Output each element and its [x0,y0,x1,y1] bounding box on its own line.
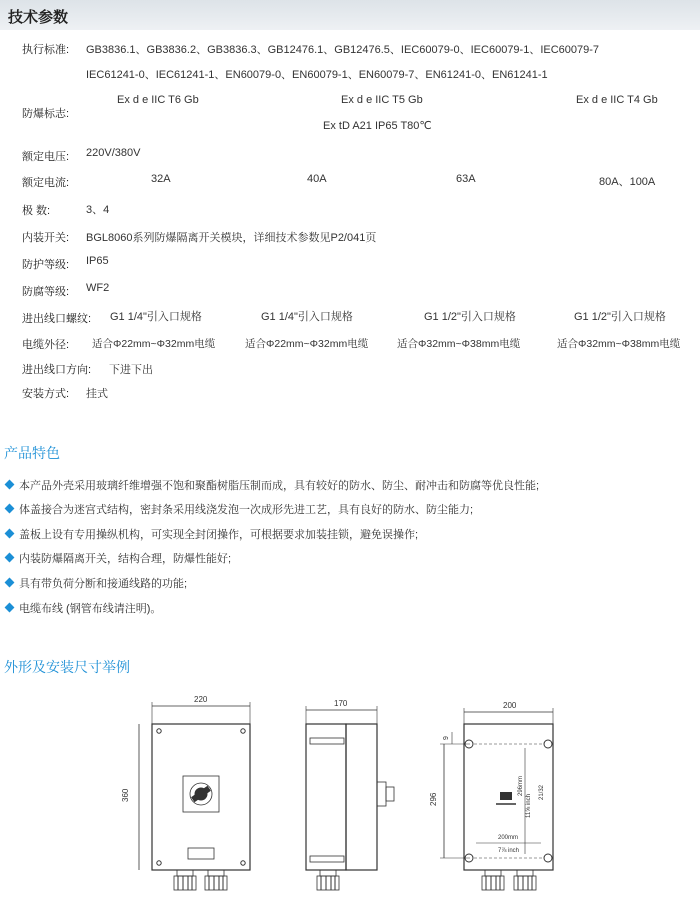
thread-value-3: G1 1/2"引入口规格 [424,311,516,323]
cable-value-2: 适合Φ22mm~Φ32mm电缆 [245,338,369,350]
direction-label: 进出线口方向: [22,364,92,376]
cable-label: 电缆外径: [22,339,70,351]
poles-value: 3、4 [86,204,110,216]
protection-value: IP65 [86,255,109,267]
current-40a: 40A [307,173,327,185]
section-title-tech-params: 技术参数 [8,9,69,26]
corrosion-label: 防腐等级: [22,286,70,298]
back-inner-width-label: 200mm [498,835,519,841]
diamond-bullet-icon [5,529,15,539]
back-view-drawing [429,701,553,890]
current-32a: 32A [151,173,171,185]
cable-value-3: 适合Φ32mm~Φ38mm电缆 [397,338,521,350]
switch-label: 内装开关: [22,232,70,244]
back-vertical-mm-label: 296mm [518,775,524,796]
current-80-100a: 80A、100A [599,176,656,188]
back-small-dim-label: 21/32 [539,784,545,800]
diamond-bullet-icon [5,480,15,490]
direction-value: 下进下出 [109,364,153,376]
back-vertical-inch-label: 11⅝ inch [526,794,532,818]
side-width-label: 170 [334,699,348,708]
ex-mark-t5: Ex d e IIC T5 Gb [341,94,423,106]
ex-mark-t6: Ex d e IIC T6 Gb [117,94,199,106]
cable-value-1: 适合Φ22mm~Φ32mm电缆 [92,338,216,350]
poles-label: 极 数: [22,205,51,217]
feature-item-4: 内装防爆隔离开关，结构合理，防爆性能好; [6,550,231,566]
back-height-label: 296 [429,792,438,806]
section-header-bar [0,0,700,30]
mounting-value: 挂式 [86,388,108,400]
current-label: 额定电流: [22,177,70,189]
side-view-drawing [306,699,394,890]
dimensions-title: 外形及安装尺寸举例 [4,659,130,675]
corrosion-value: WF2 [86,282,110,294]
dimension-drawings [0,688,700,903]
diamond-bullet-icon [5,603,15,613]
ex-mark-dust: Ex tD A21 IP65 T80℃ [323,120,432,132]
feature-item-3: 盖板上设有专用操纵机构，可实现全封闭操作，可根据要求加装挂锁，避免误操作; [6,526,418,542]
thread-value-1: G1 1/4"引入口规格 [110,311,202,323]
feature-item-6: 电缆布线 (钢管布线请注明)。 [6,600,161,616]
diamond-bullet-icon [5,553,15,563]
current-63a: 63A [456,173,476,185]
standards-line-2: IEC61241-0、IEC61241-1、EN60079-0、EN60079-1、EN60079-7、EN61241-0、EN61241-1 [86,69,548,81]
front-height-label: 360 [121,788,130,802]
thread-label: 进出线口螺纹: [22,313,92,325]
standards-label: 执行标准: [22,44,70,56]
feature-item-2: 体盖接合为迷宫式结构，密封条采用线浇发泡一次成形先进工艺，具有良好的防水、防尘能力; [6,501,473,517]
diamond-bullet-icon [5,504,15,514]
ex-mark-t4: Ex d e IIC T4 Gb [576,94,658,106]
front-view-drawing [121,695,250,890]
back-inner-width-inch-label: 7⅞ inch [498,848,520,854]
mounting-label: 安装方式: [22,388,70,400]
cable-value-4: 适合Φ32mm~Φ38mm电缆 [557,338,681,350]
back-top-offset-label: 9 [443,736,450,740]
voltage-value: 220V/380V [86,147,141,159]
features-title: 产品特色 [4,445,60,461]
ex-mark-label: 防爆标志: [22,108,70,120]
protection-label: 防护等级: [22,259,70,271]
voltage-label: 额定电压: [22,151,70,163]
thread-value-4: G1 1/2"引入口规格 [574,311,666,323]
feature-item-1: 本产品外壳采用玻璃纤维增强不饱和聚酯树脂压制而成，具有较好的防水、防尘、耐冲击和防腐等优良性能; [6,477,539,493]
front-width-label: 220 [194,695,208,704]
feature-item-5: 具有带负荷分断和接通线路的功能; [6,575,187,591]
back-width-label: 200 [503,701,517,710]
standards-line-1: GB3836.1、GB3836.2、GB3836.3、GB12476.1、GB12476.5、IEC60079-0、IEC60079-1、IEC60079-7 [86,44,600,56]
switch-value: BGL8060系列防爆隔离开关模块，详细技术参数见P2/041页 [86,232,377,244]
diamond-bullet-icon [5,578,15,588]
thread-value-2: G1 1/4"引入口规格 [261,311,353,323]
